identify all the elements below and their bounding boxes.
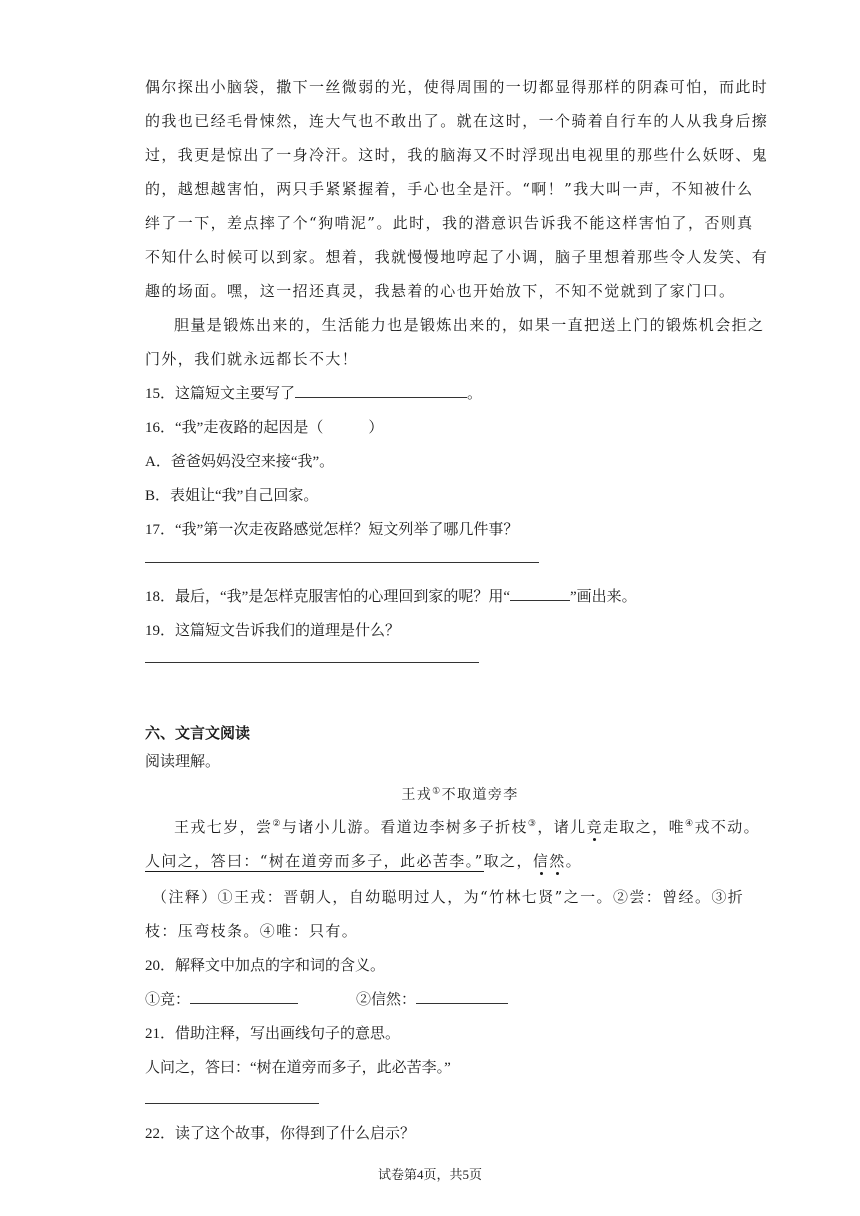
- classical-text-line: 王戎七岁，尝②与诸小儿游。看道边李树多子折枝③，诸儿竞走取之，唯④戎不动。: [174, 818, 761, 836]
- answer-blank[interactable]: [295, 382, 467, 398]
- passage-line: 偶尔探出小脑袋，撒下一丝微弱的光，使得周围的一切都显得那样的阴森可怕，而此时: [145, 78, 769, 96]
- classical-title: 王戎①不取道旁李: [401, 786, 519, 803]
- passage-line: 过，我更是惊出了一身冷汗。这时，我的脑海又不时浮现出电视里的那些什么妖呀、鬼: [145, 146, 769, 164]
- question-21: 21．借助注释，写出画线句子的意思。: [145, 1026, 401, 1042]
- annotation-line: （注释）①王戎：晋朝人，自幼聪明过人，为“竹林七贤”之一。②尝：曾经。③折: [152, 888, 745, 906]
- page-footer: 试卷第4页，共5页: [377, 1167, 482, 1182]
- passage-line: 绊了一下，差点摔了个“狗啃泥”。此时，我的潜意识告诉我不能这样害怕了，否则真: [145, 214, 754, 232]
- question-16: 16．“我”走夜路的起因是（ ）: [145, 420, 384, 436]
- answer-line[interactable]: [145, 562, 539, 563]
- answer-line[interactable]: [145, 1103, 319, 1104]
- question-20-answers: ①竞： ②信然：: [145, 988, 508, 1009]
- question-text: 15．这篇短文主要写了: [145, 386, 296, 402]
- passage-line: 的，越想越害怕，两只手紧紧握着，手心也全是汗。“啊！”我大叫一声，不知被什么: [145, 180, 754, 198]
- question-text: 18．最后，“我”是怎样克服害怕的心理回到家的呢？用“: [145, 589, 510, 605]
- question-text: 。: [467, 386, 483, 402]
- dotted-char: 竞: [586, 818, 603, 836]
- question-21-quote: 人问之，答曰：“树在道旁而多子，此必苦李。”: [145, 1060, 451, 1076]
- question-18: [145, 585, 637, 606]
- question-22: 22．读了这个故事，你得到了什么启示？: [145, 1126, 416, 1142]
- passage-conclusion: 胆量是锻炼出来的，生活能力也是锻炼出来的，如果一直把送上门的锻炼机会拒之: [174, 316, 765, 334]
- annotation-line: 枝：压弯枝条。④唯：只有。: [145, 922, 359, 940]
- passage-line: 不知什么时候可以到家。想着，我就慢慢地哼起了小调，脑子里想着那些令人发笑、有: [145, 248, 769, 266]
- option-b[interactable]: B．表姐让“我”自己回家。: [145, 488, 319, 504]
- answer-line[interactable]: [145, 662, 479, 663]
- answer-blank[interactable]: [416, 988, 508, 1004]
- dotted-char: 然: [549, 852, 566, 870]
- question-17: 17．“我”第一次走夜路感觉怎样？短文列举了哪几件事？: [145, 522, 519, 538]
- option-a[interactable]: A．爸爸妈妈没空来接“我”。: [145, 454, 335, 470]
- passage-conclusion: 门外，我们就永远都长不大！: [145, 350, 359, 368]
- classical-text-line: 人问之，答曰：“树在道旁而多子，此必苦李。”取之，信然。: [145, 852, 583, 870]
- section-instruction: 阅读理解。: [145, 754, 221, 770]
- dotted-char: 信: [532, 852, 550, 870]
- question-text: ”画出来。: [569, 589, 637, 605]
- underlined-sentence: 人问之，答曰：“树在道旁而多子，此必苦李。”: [145, 852, 484, 870]
- passage-line: 的我也已经毛骨悚然，连大气也不敢出了。就在这时，一个骑着自行车的人从我身后擦: [145, 112, 769, 130]
- passage-line: 趣的场面。嘿，这一招还真灵，我悬着的心也开始放下，不知不觉就到了家门口。: [145, 282, 736, 300]
- question-20: 20．解释文中加点的字和词的含义。: [145, 958, 386, 974]
- question-15: [145, 382, 482, 403]
- answer-blank: [510, 585, 570, 601]
- answer-blank[interactable]: [190, 988, 298, 1004]
- question-19: 19．这篇短文告诉我们的道理是什么？: [145, 623, 401, 639]
- section-heading: 六、文言文阅读: [145, 726, 251, 742]
